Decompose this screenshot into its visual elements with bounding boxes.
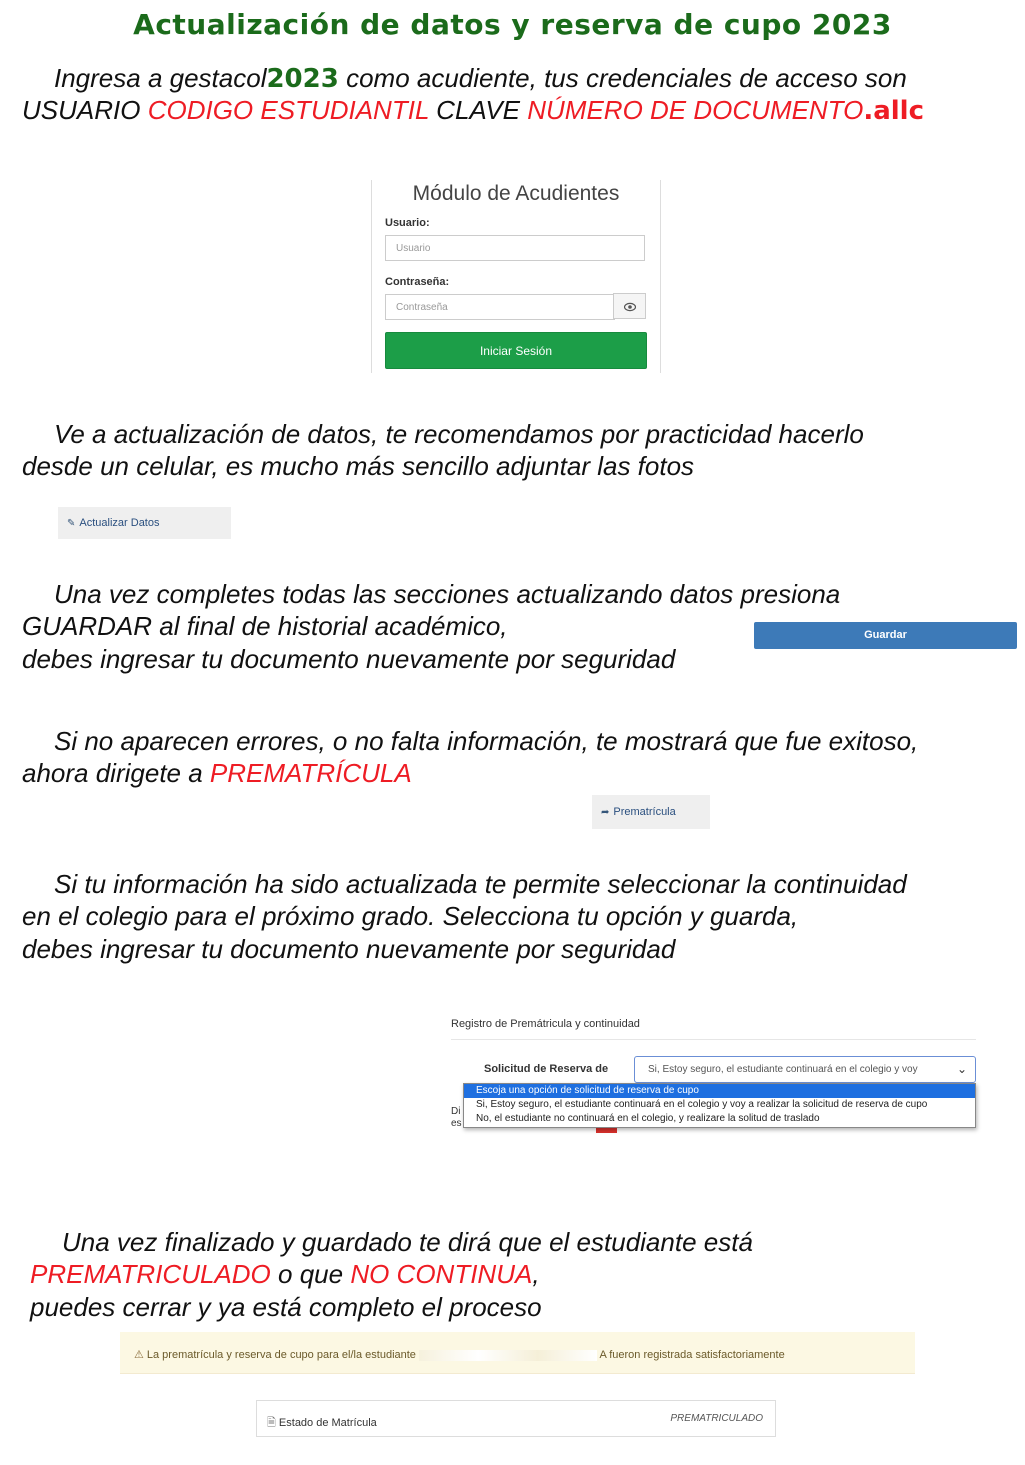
prematricula-label: Prematrícula: [613, 806, 676, 818]
dropdown-option[interactable]: Escoja una opción de solicitud de reserva de cupo: [464, 1084, 975, 1098]
dropdown-option[interactable]: Si, Estoy seguro, el estudiante continuará en el colegio y voy a realizar la solicitud de reserva de cupo: [476, 1099, 928, 1110]
usuario-word: USUARIO: [22, 95, 141, 125]
dropdown-option[interactable]: No, el estudiante no continuará en el colegio, y realizare la solitud de traslado: [476, 1113, 820, 1124]
reserva-select[interactable]: [634, 1056, 976, 1083]
estado-value: PREMATRICULADO: [670, 1413, 763, 1424]
hidden-label-fragment: es: [451, 1118, 462, 1129]
prematricula-button[interactable]: [592, 795, 710, 829]
page-title: Actualización de datos y reserva de cupo 2023: [133, 8, 892, 41]
reserva-dropdown[interactable]: [463, 1083, 976, 1128]
warning-icon: ⚠: [134, 1349, 144, 1361]
step2-line1: Ve a actualización de datos, te recomendamos por practicidad hacerlo: [54, 419, 864, 449]
chevron-down-icon: ⌄: [956, 1062, 967, 1076]
hidden-label-fragment: Di: [451, 1106, 461, 1117]
step4-line1: Si no aparecen errores, o no falta información, te mostrará que fue exitoso,: [54, 726, 919, 756]
tag-icon: ➦: [601, 807, 610, 818]
redacted-name: [419, 1350, 597, 1361]
prematriculado-highlight: PREMATRICULADO: [30, 1259, 271, 1289]
estado-matricula-row: [256, 1400, 776, 1437]
prematricula-highlight: PREMATRÍCULA: [209, 758, 412, 788]
step5-line3: debes ingresar tu documento nuevamente por seguridad: [22, 934, 676, 964]
login-button[interactable]: Iniciar Sesión: [385, 332, 647, 369]
step5-line2: en el colegio para el próximo grado. Selecciona tu opción y guarda,: [22, 901, 799, 931]
guardar-button[interactable]: Guardar: [754, 622, 1017, 649]
step6-line3: puedes cerrar y ya está completo el proceso: [30, 1292, 542, 1322]
clave-word: CLAVE: [436, 95, 520, 125]
form-divider: [451, 1039, 976, 1040]
alert-text-a: La prematrícula y reserva de cupo para el/la estudiante: [146, 1349, 416, 1361]
login-title: Módulo de Acudientes: [412, 182, 620, 205]
step1-line2: [22, 94, 924, 128]
reserva-selected-value: Si, Estoy seguro, el estudiante continuará en el colegio y voy: [648, 1064, 918, 1075]
estado-label-group: [267, 1414, 377, 1433]
actualizar-datos-button[interactable]: [58, 507, 231, 539]
success-alert: [120, 1332, 915, 1374]
login-panel: [371, 180, 661, 373]
edit-icon: ✎: [67, 518, 76, 529]
alert-text-b: A fueron registrada satisfactoriamente: [599, 1349, 785, 1361]
user-label: Usuario:: [385, 217, 430, 229]
estado-label: Estado de Matrícula: [278, 1417, 377, 1429]
step1-text-b: como acudiente, tus credenciales de acceso son: [346, 63, 907, 93]
step1-text-a: Ingresa a gestacol: [54, 63, 267, 93]
no-continua-highlight: NO CONTINUA: [350, 1259, 533, 1289]
step4-line2: [22, 757, 412, 790]
clave-credential: NÚMERO DE DOCUMENTO: [527, 95, 864, 125]
step3-line1: Una vez completes todas las secciones actualizando datos presiona: [54, 579, 841, 609]
eye-icon[interactable]: [613, 293, 646, 319]
hidden-button-edge: [596, 1128, 617, 1133]
step3-line3: debes ingresar tu documento nuevamente por seguridad: [22, 644, 676, 674]
password-input[interactable]: Contraseña: [385, 294, 615, 320]
step2-line2: desde un celular, es mucho más sencillo adjuntar las fotos: [22, 451, 695, 481]
step3-line2: GUARDAR al final de historial académico,: [22, 611, 508, 641]
user-input[interactable]: Usuario: [385, 235, 645, 261]
step6-line1: Una vez finalizado y guardado te dirá que el estudiante está: [62, 1227, 753, 1257]
actualizar-datos-label: Actualizar Datos: [79, 517, 160, 529]
password-label: Contraseña:: [385, 276, 450, 288]
usuario-credential: CODIGO ESTUDIANTIL: [147, 95, 429, 125]
suffix: .allc: [863, 96, 924, 126]
reserva-field-label: Solicitud de Reserva de: [484, 1063, 609, 1075]
step6-comma: ,: [532, 1259, 540, 1289]
year: 2023: [266, 64, 339, 94]
step5-line1: Si tu información ha sido actualizada te permite seleccionar la continuidad: [54, 869, 907, 899]
step4-text: ahora dirigete a: [22, 758, 203, 788]
form-section-title: Registro de Premátricula y continuidad: [451, 1018, 640, 1030]
document-icon: 🗎: [267, 1417, 276, 1429]
step6-connector: o que: [278, 1259, 344, 1289]
step6-line2: [30, 1258, 540, 1291]
step1-line1: [54, 62, 907, 96]
